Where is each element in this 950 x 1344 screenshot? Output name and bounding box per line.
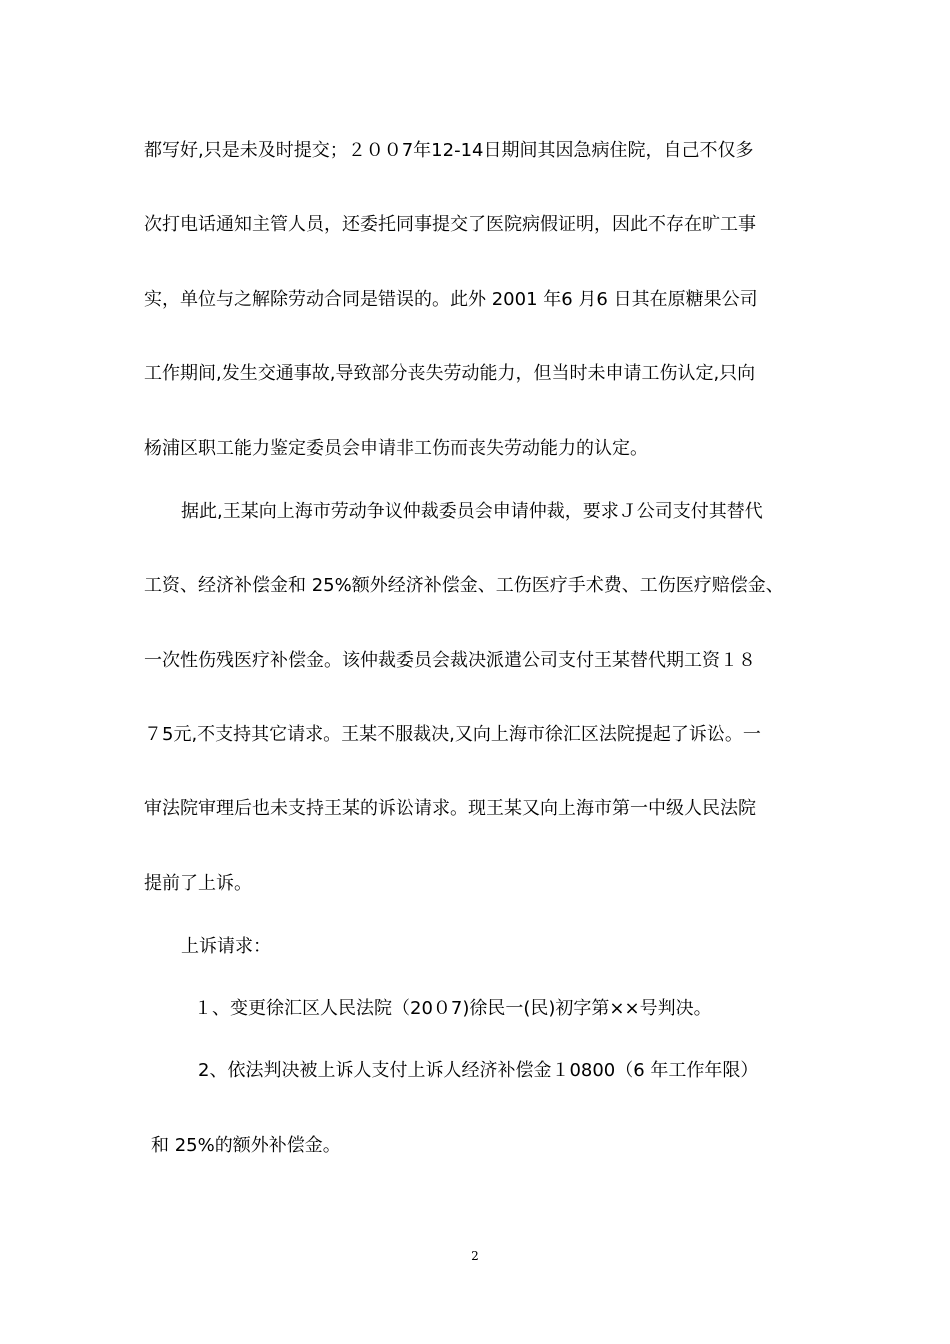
text-line: 工资、经济补偿金和 25%额外经济补偿金、工伤医疗手术费、工伤医疗赔偿金、	[144, 575, 784, 596]
page-number: 2	[471, 1249, 479, 1263]
appeal-item-2: 2、依法判决被上诉人支付上诉人经济补偿金１0800（6 年工作年限）	[198, 1060, 759, 1081]
paragraph-start-line: 据此,王某向上海市劳动争议仲裁委员会申请仲裁，要求Ｊ公司支付其替代	[181, 501, 763, 522]
text-line: 次打电话通知主管人员，还委托同事提交了医院病假证明，因此不存在旷工事	[144, 214, 756, 235]
text-line: ７5元,不支持其它请求。王某不服裁决,又向上海市徐汇区法院提起了诉讼。一	[144, 724, 761, 745]
appeal-item-2-continuation: 和 25%的额外补偿金。	[151, 1135, 341, 1156]
text-line: 审法院审理后也未支持王某的诉讼请求。现王某又向上海市第一中级人民法院	[144, 798, 756, 819]
section-heading: 上诉请求：	[181, 936, 271, 957]
text-line: 工作期间,发生交通事故,导致部分丧失劳动能力，但当时未申请工伤认定,只向	[144, 363, 756, 384]
text-line: 都写好,只是未及时提交；２００7年12-14日期间其因急病住院，自己不仅多	[144, 140, 754, 161]
text-line: 提前了上诉。	[144, 873, 252, 894]
text-line: 杨浦区职工能力鉴定委员会申请非工伤而丧失劳动能力的认定。	[144, 438, 648, 459]
text-line: 一次性伤残医疗补偿金。该仲裁委员会裁决派遣公司支付王某替代期工资１８	[144, 650, 756, 671]
text-line: 实，单位与之解除劳动合同是错误的。此外 2001 年6 月6 日其在原糖果公司	[144, 289, 758, 310]
appeal-item-1: １、变更徐汇区人民法院（20０7)徐民一(民)初字第××号判决。	[194, 998, 712, 1019]
